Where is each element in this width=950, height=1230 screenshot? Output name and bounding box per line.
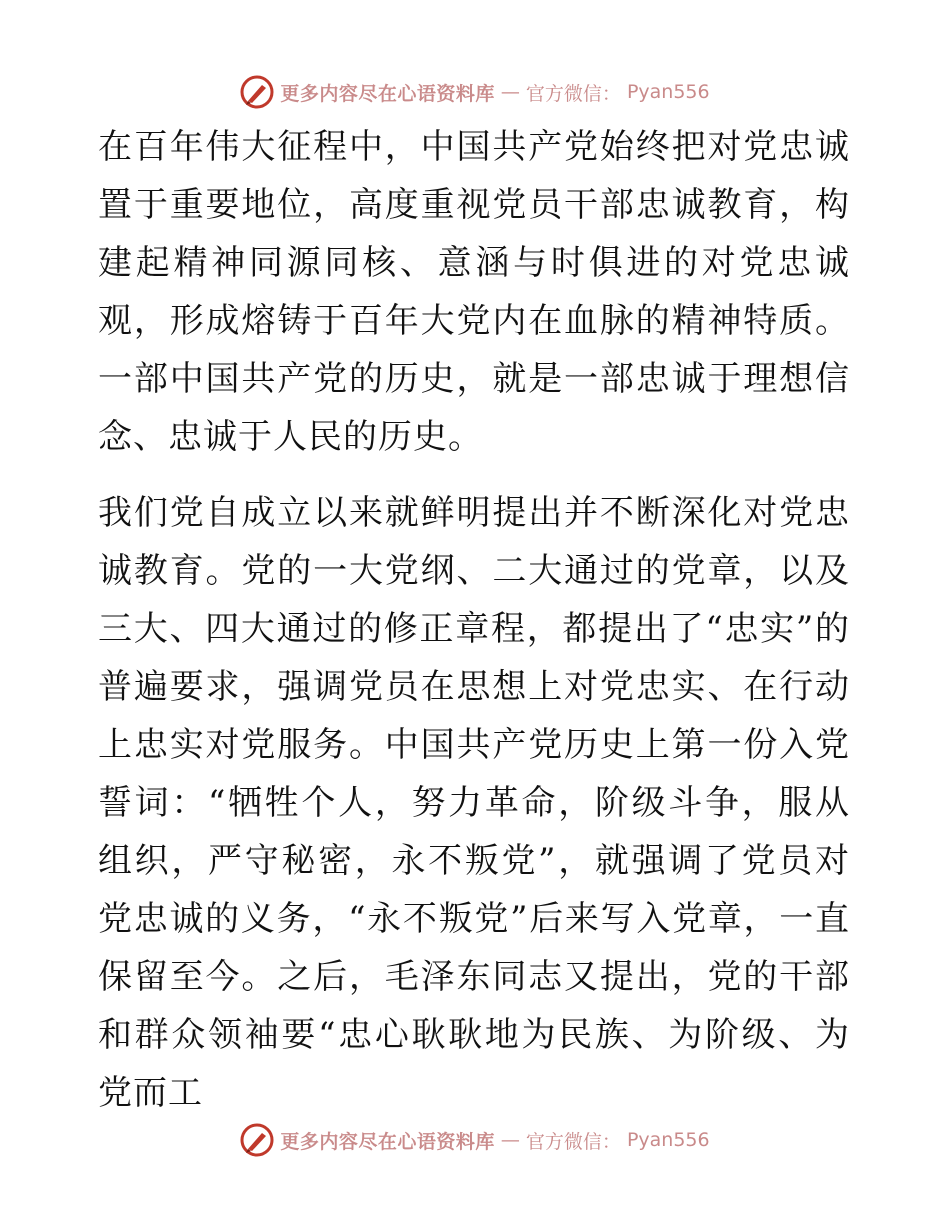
header-banner-content — [240, 75, 709, 109]
header-brand: 更多内容尽在心语资料库 — [280, 82, 495, 105]
header-separator: — — [500, 81, 520, 103]
paragraph-2: 我们党自成立以来就鲜明提出并不断深化对党忠诚教育。党的一大党纲、二大通过的党章，以及三大、四大通过的修正章程，都提出了“忠实”的普遍要求，强调党员在思想上对党忠实、在行动上忠实对党服务。中国共产党历史上第一份入党誓词：“牺牲个人，努力革命，阶级斗争，服从组织，严守秘密，永不叛党”，就强调了党员对党忠诚的义务，“永不叛党”后来写入党章，一直保留至今。之后，毛泽东同志又提出，党的干部和群众领袖要“忠心耿耿地为民族、为阶级、为党而工 — [98, 493, 850, 1113]
document-body — [98, 118, 850, 1122]
footer-banner — [0, 1120, 950, 1160]
footer-banner-content — [240, 1123, 709, 1157]
header-wechat-id: Pyan556 — [626, 81, 710, 103]
paragraph-1: 在百年伟大征程中，中国共产党始终把对党忠诚置于重要地位，高度重视党员干部忠诚教育，构建起精神同源同核、意涵与时俱进的对党忠诚观，形成熔铸于百年大党内在血脉的精神特质。一部中国共产党的历史，就是一部忠诚于理想信念、忠诚于人民的历史。 — [98, 127, 850, 457]
pen-logo-icon — [240, 75, 274, 109]
footer-contact-label: 官方微信： — [525, 1130, 621, 1153]
pen-logo-icon — [240, 1123, 274, 1157]
footer-brand: 更多内容尽在心语资料库 — [280, 1130, 495, 1153]
header-banner — [0, 72, 950, 112]
footer-wechat-id: Pyan556 — [626, 1129, 710, 1151]
header-contact-label: 官方微信： — [525, 82, 621, 105]
footer-separator: — — [500, 1129, 520, 1151]
